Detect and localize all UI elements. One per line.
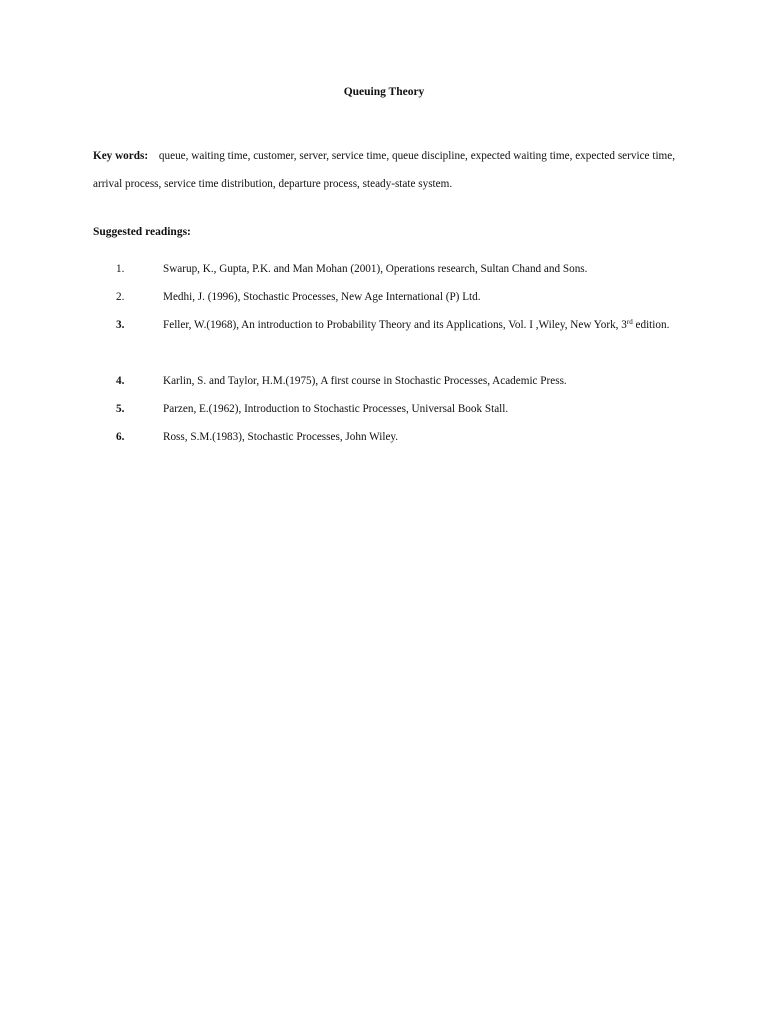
- reference-text: Medhi, J. (1996), Stochastic Processes, New Age International (P) Ltd.: [163, 291, 481, 303]
- reference-text-tail: edition.: [632, 319, 670, 331]
- reference-text: Ross, S.M.(1983), Stochastic Processes, John Wiley.: [163, 431, 399, 443]
- reference-item: [0, 283, 768, 311]
- suggested-readings-heading: Suggested readings:: [93, 226, 191, 238]
- reference-number: 1.: [116, 263, 125, 275]
- reference-text: Karlin, S. and Taylor, H.M.(1975), A first course in Stochastic Processes, Academic Press.: [163, 375, 567, 387]
- reference-text: [163, 311, 675, 339]
- page-title: Queuing Theory: [343, 86, 425, 98]
- reference-text-main: Feller, W.(1968), An introduction to Probability Theory and its Applications, Vol. I ,Wiley, New York, 3: [163, 319, 627, 331]
- reference-list: [0, 255, 768, 451]
- reference-number: 5.: [116, 403, 125, 415]
- keywords-paragraph: [93, 142, 675, 198]
- reference-text: Parzen, E.(1962), Introduction to Stochastic Processes, Universal Book Stall.: [163, 403, 509, 415]
- reference-item: [0, 255, 768, 283]
- reference-number: 2.: [116, 291, 125, 303]
- reference-number: 6.: [116, 431, 125, 443]
- keywords-text: queue, waiting time, customer, server, service time, queue discipline, expected waiting time, expected service time, arrival process, service time distribution, departure process, steady-state system.: [93, 150, 676, 190]
- reference-item: [0, 311, 768, 367]
- reference-item: [0, 423, 768, 451]
- ordinal-superscript: rd: [626, 318, 633, 326]
- reference-item: [0, 395, 768, 423]
- reference-item: [0, 367, 768, 395]
- reference-number: 3.: [116, 319, 125, 331]
- reference-number: 4.: [116, 375, 125, 387]
- reference-text: Swarup, K., Gupta, P.K. and Man Mohan (2001), Operations research, Sultan Chand and Sons.: [163, 263, 588, 275]
- keywords-label: Key words:: [93, 150, 149, 162]
